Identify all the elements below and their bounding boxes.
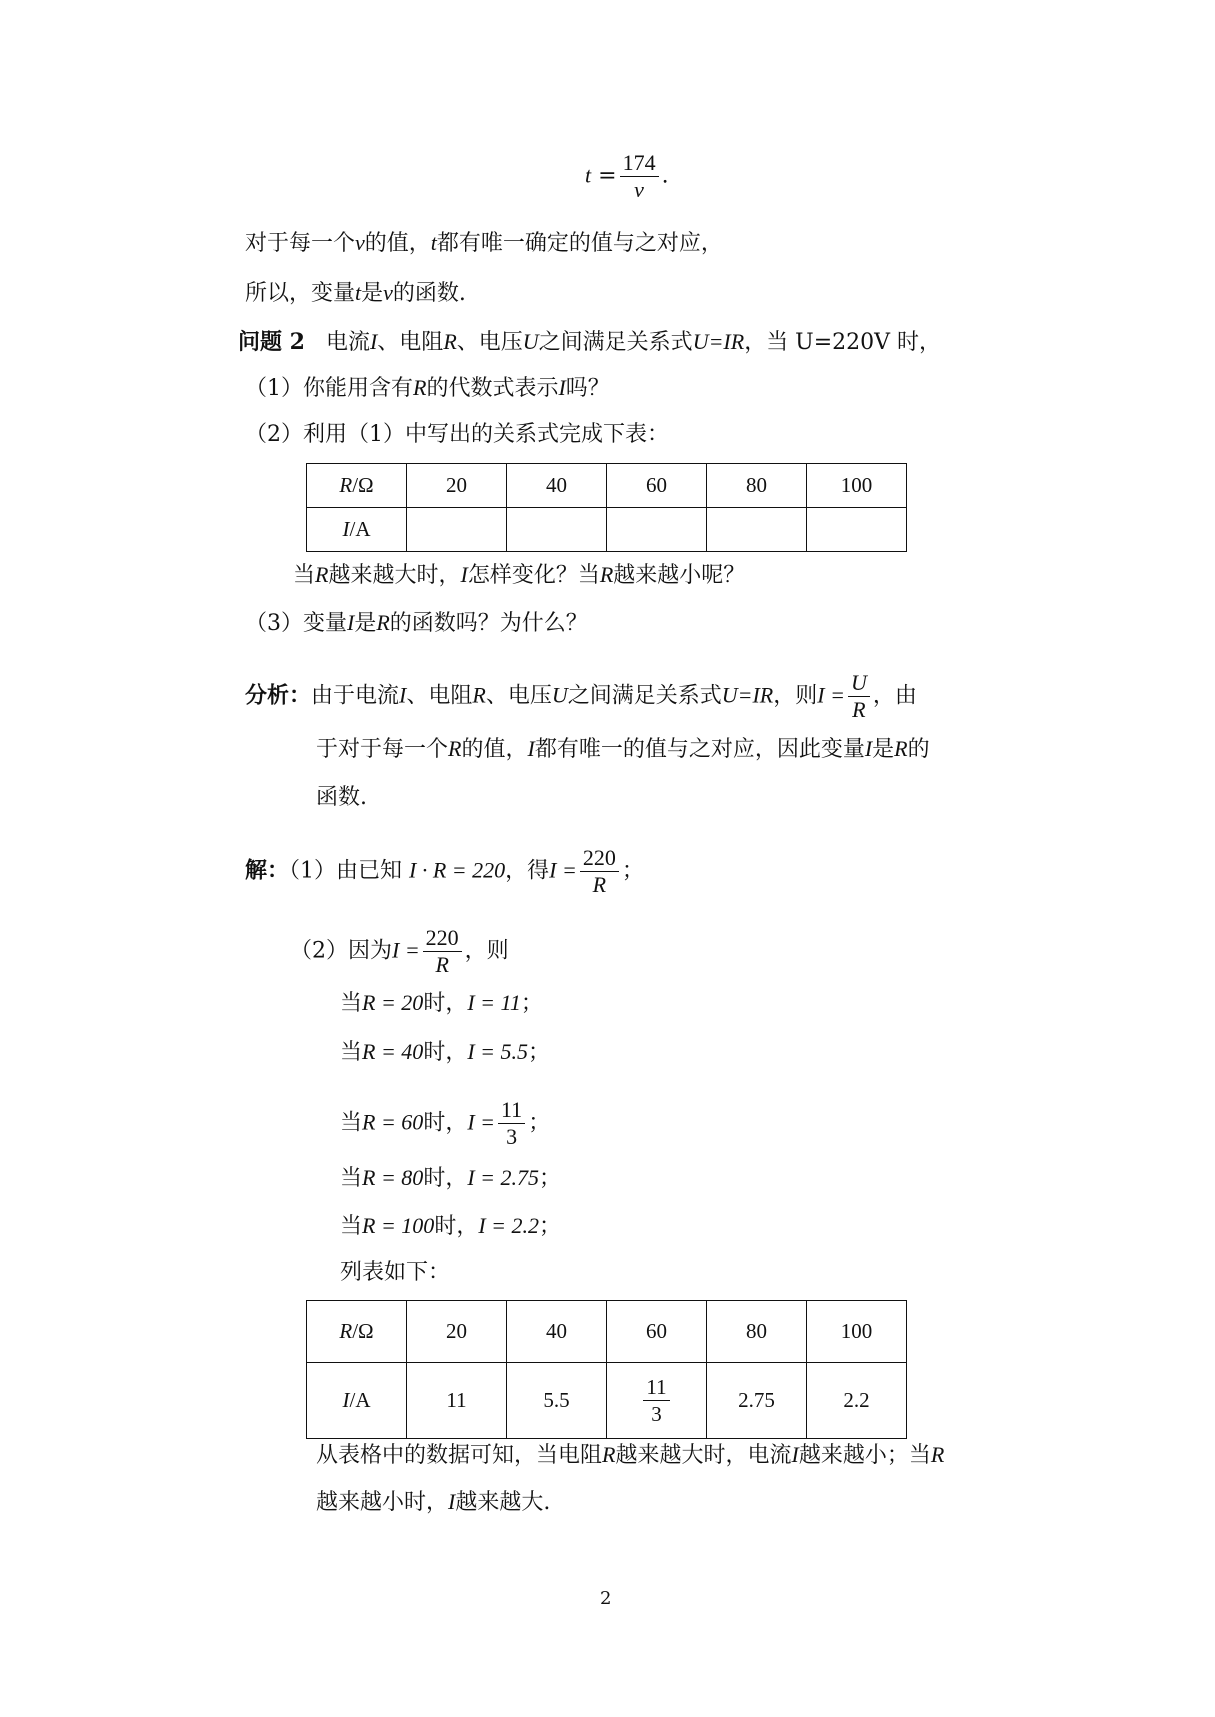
question-2: （2）利用（1）中写出的关系式完成下表： — [245, 422, 669, 447]
table-cell: 80 — [707, 1301, 807, 1363]
table-cell: 60 — [607, 1301, 707, 1363]
conclusion-line-2: 越来越小时，I越来越大. — [316, 1489, 551, 1515]
table-cell: 2.2 — [807, 1363, 907, 1439]
case-r100: 当R = 100时，I = 2.2； — [340, 1213, 562, 1239]
table-cell: 11 — [407, 1363, 507, 1439]
paragraph-1: 对于每一个v的值，t都有唯一确定的值与之对应， — [245, 230, 723, 256]
table-cell: 100 — [807, 1301, 907, 1363]
fraction: $\frac{U}{R}$ — [848, 670, 870, 723]
table-cell: 40 — [507, 464, 607, 508]
fraction: $\frac{220}{R}$ — [423, 925, 462, 978]
table-cell: 40 — [507, 1301, 607, 1363]
fraction: $\frac{174}{v}$ — [620, 150, 659, 203]
case-r80: 当R = 80时，I = 2.75； — [340, 1165, 562, 1191]
table-header-cell: I/A — [307, 508, 407, 552]
table-header-cell: R/Ω — [307, 464, 407, 508]
table-header-cell: I/A — [307, 1363, 407, 1439]
question-2-followup: 当R越来越大时，I怎样变化？当R越来越小呢？ — [293, 562, 746, 588]
analysis-line-1: 分析：由于电流I、电阻R、电压U之间满足关系式U=IR，则I = $\frac{U}{R}$ ，由 — [245, 670, 917, 722]
fraction: $\frac{11}{3}$ — [643, 1374, 669, 1427]
analysis-line-3: 函数. — [316, 785, 367, 810]
conclusion-line-1: 从表格中的数据可知，当电阻R越来越大时，电流I越来越小；当R — [316, 1442, 945, 1468]
table-cell: 20 — [407, 1301, 507, 1363]
question-3: （3）变量I是R的函数吗？为什么？ — [245, 610, 588, 636]
analysis-line-2: 于对于每一个R的值，I都有唯一的值与之对应，因此变量I是R的 — [316, 736, 930, 762]
problem-2: 问题 2 电流I、电阻R、电压U之间满足关系式U=IR，当 U=220V 时， — [238, 329, 942, 355]
result-table — [306, 1300, 907, 1439]
case-r60: 当R = 60时，I = $\frac{11}{3}$ ； — [340, 1097, 551, 1149]
table-cell — [707, 508, 807, 552]
table-cell: 100 — [807, 464, 907, 508]
table-cell — [407, 508, 507, 552]
fraction: $\frac{11}{3}$ — [498, 1097, 525, 1150]
table-header-cell: R/Ω — [307, 1301, 407, 1363]
page-number: 2 — [600, 1588, 612, 1609]
case-r40: 当R = 40时，I = 5.5； — [340, 1039, 551, 1065]
case-r20: 当R = 20时，I = 11； — [340, 990, 543, 1016]
table-cell — [607, 508, 707, 552]
list-label: 列表如下： — [340, 1260, 451, 1285]
table-cell — [507, 508, 607, 552]
table-cell: 5.5 — [507, 1363, 607, 1439]
paragraph-2: 所以，变量t是v的函数. — [245, 280, 466, 306]
solution-2: （2）因为I = $\frac{220}{R}$ ，则 — [290, 925, 509, 977]
equation-t: t = $\frac{174}{v}$ . — [585, 150, 669, 202]
table-cell: 20 — [407, 464, 507, 508]
question-1: （1）你能用含有R的代数式表示I吗？ — [245, 375, 610, 401]
empty-table — [306, 463, 907, 552]
table-cell: 2.75 — [707, 1363, 807, 1439]
table-cell — [607, 1363, 707, 1439]
problem-label: 问题 2 — [238, 329, 305, 355]
fraction: $\frac{220}{R}$ — [580, 845, 619, 898]
table-cell: 80 — [707, 464, 807, 508]
solution-1: 解：（1）由已知 I · R = 220，得I = $\frac{220}{R}$ ； — [245, 845, 644, 897]
table-cell: 60 — [607, 464, 707, 508]
table-cell — [807, 508, 907, 552]
